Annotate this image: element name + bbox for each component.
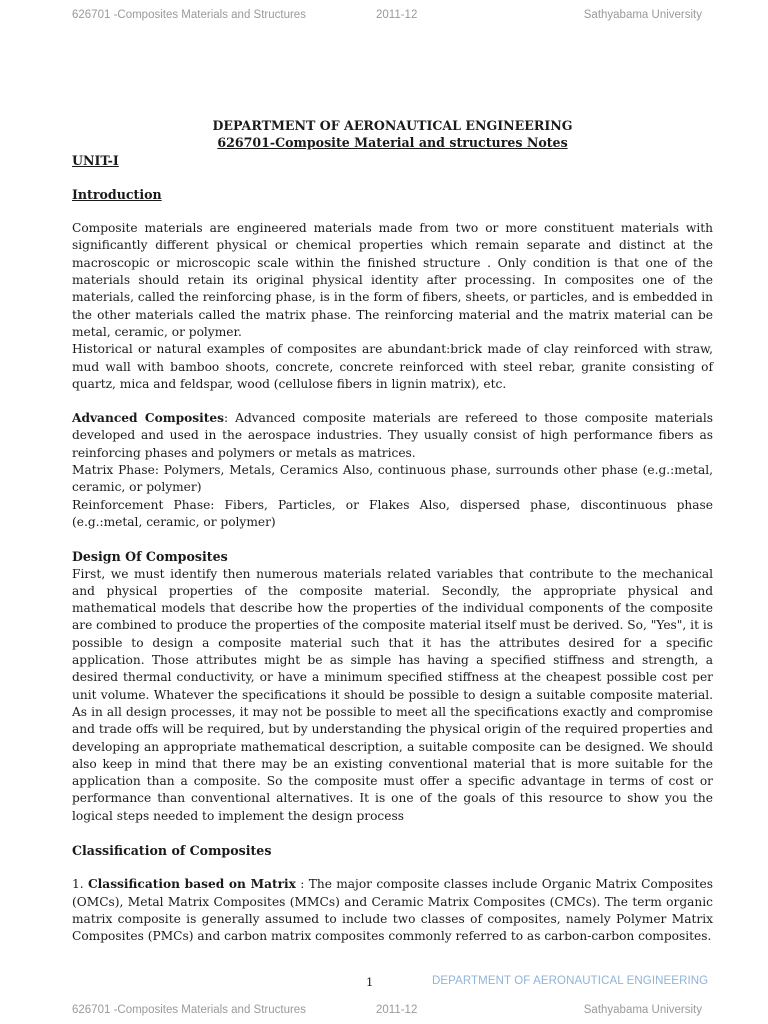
reinforcement-phase-text: Reinforcement Phase: Fibers, Particles, or Flakes Also, dispersed phase, discontinuous phase (e.g.:metal, ceramic, or polymer) [72, 497, 713, 529]
design-paragraph: First, we must identify then numerous materials related variables that contribute to the mechanical and physical properties of the composite material. Secondly, the appropriate physical and mathematical models that describe how the properties of the individual components of the composite are combined to produce the properties of the composite material itself must be derived. So, "Yes", it is possible to design a composite material such that it has the attributes desired for a specific application. Those attributes might be as simple has having a specified stiffness and strength, a desired thermal conductivity, or have a minimum specified stiffness at the cheapest possible cost per unit volume. Whatever the specifications it should be possible to design a suitable composite material. As in all design processes, it may not be possible to meet all the specifications exactly and compromise and trade offs will be required, but by understanding the physical origin of the required properties and developing an appropriate mathematical description, a suitable composite can be designed. We should also keep in mind that there may be an existing conventional material that is more suitable for the application than a composite. So the composite must offer a specific advantage in terms of cost or performance than conventional alternatives. It is one of the goals of this resource to show you the logical steps needed to implement the design process [72, 566, 713, 823]
bottom-year: 2011-12 [376, 1004, 418, 1016]
header-year: 2011-12 [376, 9, 418, 21]
classification-paragraph [72, 876, 713, 945]
advanced-composites-label: Advanced Composites [72, 411, 225, 426]
classification-number: 1. [72, 877, 88, 892]
bottom-course: 626701 -Composites Materials and Structures [72, 1004, 306, 1016]
classification-text: : The major composite classes include Organic Matrix Composites (OMCs), Metal Matrix Composites (MMCs) and Ceramic Matrix Composites (CMCs). The term organic matrix composite is generally assumed to include two classes of composites, namely Polymer Matrix Composites (PMCs) and carbon matrix composites commonly referred to as carbon-carbon composites. [72, 877, 713, 944]
design-heading: Design Of Composites [72, 549, 228, 565]
footer-department: DEPARTMENT OF AERONAUTICAL ENGINEERING [432, 975, 709, 987]
intro-paragraph-2: Historical or natural examples of composites are abundant:brick made of clay reinforced with straw, mud wall with bamboo shoots, concrete, concrete reinforced with steel rebar, granite consisting of quartz, mica and feldspar, wood (cellulose fibers in lignin matrix), etc. [72, 342, 713, 391]
page-number: 1 [366, 975, 374, 989]
intro-paragraph-1: Composite materials are engineered materials made from two or more constituent materials with significantly different physical or chemical properties which remain separate and distinct at the macroscopic or microscopic scale within the finished structure . Only condition is that one of the materials should retain its original physical identity after processing. In composites one of the materials, called the reinforcing phase, is in the form of fibers, sheets, or particles, and is embedded in the other materials called the matrix phase. The reinforcing material and the matrix material can be metal, ceramic, or polymer. [72, 221, 713, 339]
bottom-university: Sathyabama University [583, 1004, 702, 1016]
notes-title: 626701-Composite Material and structures Notes [217, 135, 568, 151]
advanced-composites-text: : Advanced composite materials are refereed to those composite materials developed and used in the aerospace industries. They usually consist of high performance fibers as reinforcing phases and polymers or metals as matrices. [72, 411, 713, 460]
department-title: DEPARTMENT OF AERONAUTICAL ENGINEERING [212, 118, 573, 133]
advanced-composites-paragraph [72, 410, 713, 462]
classification-label: Classification based on Matrix [87, 877, 296, 892]
header-university: Sathyabama University [583, 9, 702, 21]
matrix-phase-text: Matrix Phase: Polymers, Metals, Ceramics Also, continuous phase, surrounds other phase (e.g.:metal, ceramic, or polymer) [72, 463, 713, 495]
header-course: 626701 -Composites Materials and Structures [72, 9, 306, 21]
unit-heading: UNIT-I [72, 152, 119, 168]
classification-heading: Classification of Composites [72, 842, 272, 858]
introduction-heading: Introduction [72, 186, 162, 202]
document-body [72, 117, 713, 945]
